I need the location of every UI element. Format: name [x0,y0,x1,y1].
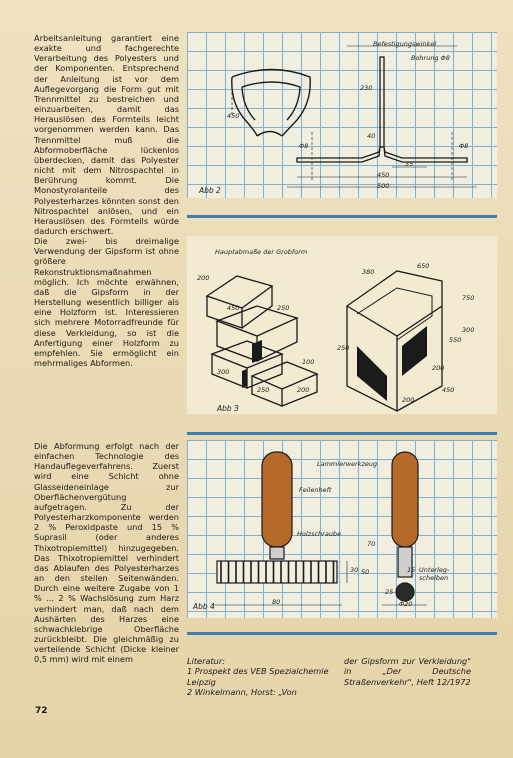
dimension-label: 25 [385,588,394,596]
dimension-label: 450 [227,304,240,312]
dimension-label: 35 [405,160,414,168]
dimension-label: 30 [350,566,359,574]
part-label: Holzschraube [297,530,342,538]
divider [187,432,497,435]
dimension-label: 650 [417,262,430,270]
dimension-label: 380 [362,268,375,276]
dimension-label: 250 [337,344,350,352]
paragraph: Die Abformung erfolgt nach der einfachen Technologie des Handauflegeverfahrens. Zuerst wird eine Schicht ohne Glasseideneinlage zur Oberflächenvergütung aufgetragen. Zu der Polyesterharzkomponente werden 2 % Peroxidpaste und 15 % Suprasil (oder anderes Thixotropiemittel) hinzugegeben. Das Thixotropiemittel verhindert das Ablaufen des Polyesterharzes an den steilen Seitenwänden. Durch eine weitere Zugabe von 1 % ... 2 % Wachslösung zum Harz verhindert man, daß nach dem Aushärten des Harzes eine schwachklebrige Oberfläche zurückbleibt. Die gleichmäßig zu verteilende Schicht (Dicke kleiner 0,5 mm) wird mit einem [34,441,179,665]
dimension-label: 230 [360,84,373,92]
dimension-label: 450 [442,386,455,394]
text-column-top [34,33,179,368]
figure-abb2 [187,32,497,198]
dimension-label: 300 [462,326,475,334]
dimension-label: 100 [302,358,315,366]
drawing-title: Hauptabmaße der Grobform [215,248,308,256]
dimension-label: 450 [227,112,240,120]
dimension-label: 200 [402,396,415,404]
dimension-label: 300 [217,368,230,376]
paragraph: Die zwei- bis dreimalige Verwendung der Gipsform ist ohne größere Rekonstruktionsmaßnahmen möglich. Ich möchte erwähnen, daß die Gipsform in der Herstellung wesentlich billiger als eine Holzform ist. Interessieren sich mehrere Motorradfreunde für diese Verkleidung, so ist die Anfertigung einer Holzform zu empfehlen. Sie ermöglicht ein mehrmaliges Abformen. [34,236,179,368]
part-label: Unterleg-scheiben [419,566,450,582]
divider [187,632,497,635]
text-column-bottom [34,441,179,664]
page-number: 72 [35,706,48,716]
dimension-label: Φ8 [459,142,469,150]
paragraph: Arbeitsanleitung garantiert eine exakte und fachgerechte Verarbeitung des Polyesters und der Komponenten. Entsprechend der Anleitung ist vor dem Auflegevorgang die Form gut mit Trennmittel zu bestreichen und einzuarbeiten, damit das Herauslösen des Formteils leicht vorgenommen werden kann. Das Trennmittel muß die Abformoberfläche lückenlos überdecken, damit das Polyester nicht mit dem Nitrospachtel in Berührung kommt. Die Monostyrolanteile des Polyesterharzes könnten sonst den Nitrospachtel anlösen, und ein Herauslösen des Formteils würde dadurch erschwert. [34,33,179,236]
dimension-label: 200 [197,274,210,282]
dimension-label: 550 [449,336,462,344]
literature-column-1 [187,656,337,698]
figure-abb4 [187,440,497,618]
dimension-label: 250 [257,386,270,394]
literature-heading: Literatur: [187,656,225,666]
figure-caption: Abb 3 [217,404,239,413]
dimension-label: 15 [407,566,416,574]
literature-entry: 1 Prospekt des VEB Spezialchemie Leipzig [187,666,329,687]
dimension-label: 200 [432,364,445,372]
bore-label: Bohrung Φ8 [411,54,450,62]
figure-abb3 [187,236,497,414]
dimension-label: 500 [377,182,390,190]
literature-column-2 [344,656,471,687]
drawing-title: Befestigungswinkel [373,40,437,48]
dimension-label: 200 [297,386,310,394]
dimension-label: 50 [361,568,370,576]
literature-entry: 2 Winkelmann, Horst: „Von [187,687,297,698]
part-label: Feilenheft [299,486,332,494]
dimension-label: Φ8 [299,142,309,150]
dimension-label: 750 [462,294,475,302]
figure-caption: Abb 2 [199,186,221,195]
dimension-label: 450 [377,171,390,179]
dimension-label: 250 [277,304,290,312]
dimension-label: Φ20 [399,600,413,608]
dimension-label: 70 [367,540,376,548]
figure-caption: Abb 4 [193,602,215,611]
dimension-label: 80 [272,598,281,606]
divider [187,215,497,218]
dimension-label: 40 [367,132,376,140]
tool-label: Lammierwerkzeug [317,460,378,468]
literature-entry: der Gipsform zur Verkleidung" in „Der Deutsche Straßenverkehr", Heft 12/1972 [344,656,471,687]
